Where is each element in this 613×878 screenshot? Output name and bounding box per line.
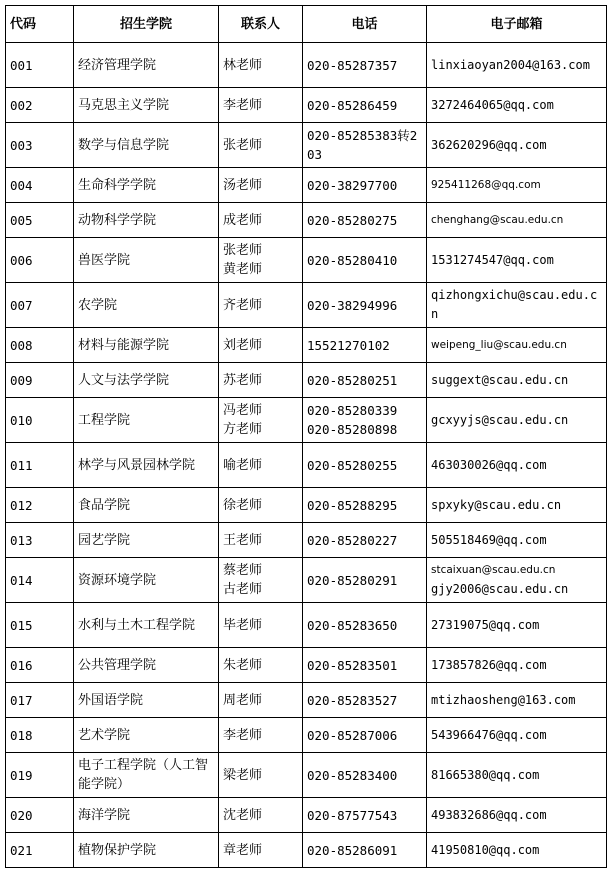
email-cell (427, 488, 607, 523)
phone-cell-line: 020-87577543 (307, 807, 398, 823)
contact-cell-line: 方老师 (223, 422, 263, 437)
phone-cell-line: 020-85283400 (307, 767, 398, 783)
contact-cell-line: 成老师 (223, 212, 263, 228)
phone-cell-line: 020-85287006 (307, 727, 398, 743)
phone-cell-line: 020-85283501 (307, 657, 398, 673)
phone-cell-line: 020-85283527 (307, 692, 398, 708)
table-row (6, 328, 607, 363)
college-cell: 工程学院 (74, 398, 219, 443)
contact-cell-line: 齐老师 (223, 297, 263, 313)
phone-cell-line: 020-85280291 (307, 572, 398, 588)
phone-cell (303, 833, 427, 868)
header-code: 代码 (6, 6, 74, 43)
code-cell: 020 (6, 798, 74, 833)
table-row (6, 43, 607, 88)
table-row (6, 558, 607, 603)
contact-cell-line: 李老师 (223, 97, 263, 113)
contact-cell-line: 章老师 (223, 842, 263, 858)
email-cell-line: mtizhaosheng@163.com (431, 692, 576, 707)
contact-cell-line: 蔡老师 (223, 563, 263, 578)
contact-cell (219, 123, 303, 168)
table-row (6, 88, 607, 123)
header-row (6, 6, 607, 43)
code-cell: 005 (6, 203, 74, 238)
table-row (6, 123, 607, 168)
table-row (6, 398, 607, 443)
phone-cell (303, 203, 427, 238)
college-cell: 经济管理学院 (74, 43, 219, 88)
email-cell-line: 41950810@qq.com (431, 842, 540, 857)
table-row (6, 603, 607, 648)
code-cell: 008 (6, 328, 74, 363)
table-row (6, 523, 607, 558)
phone-cell-line: 020-85283650 (307, 617, 398, 633)
contact-cell-line: 喻老师 (223, 457, 263, 473)
contact-cell (219, 683, 303, 718)
phone-cell (303, 283, 427, 328)
contact-cell (219, 558, 303, 603)
email-cell-line: suggext@scau.edu.cn (431, 372, 569, 387)
table-row (6, 798, 607, 833)
phone-cell-line: 020-85286459 (307, 97, 398, 113)
email-cell-line: 543966476@qq.com (431, 727, 547, 742)
email-cell (427, 718, 607, 753)
contact-cell (219, 718, 303, 753)
phone-cell (303, 88, 427, 123)
code-cell: 003 (6, 123, 74, 168)
phone-cell (303, 523, 427, 558)
email-cell-line: qizhongxichu@scau.edu.cn (431, 288, 598, 321)
college-cell: 电子工程学院（人工智能学院） (74, 753, 219, 798)
contact-cell-line: 毕老师 (223, 617, 263, 633)
college-cell: 马克思主义学院 (74, 88, 219, 123)
code-cell: 012 (6, 488, 74, 523)
college-cell: 植物保护学院 (74, 833, 219, 868)
email-cell (427, 88, 607, 123)
college-cell: 艺术学院 (74, 718, 219, 753)
college-cell: 海洋学院 (74, 798, 219, 833)
contact-cell-line: 沈老师 (223, 807, 263, 823)
table-row (6, 168, 607, 203)
email-cell-line: 1531274547@qq.com (431, 252, 554, 267)
phone-cell (303, 363, 427, 398)
phone-cell-line: 020-85286091 (307, 842, 398, 858)
header-email: 电子邮箱 (427, 6, 607, 43)
code-cell: 010 (6, 398, 74, 443)
table-body (6, 43, 607, 868)
phone-cell (303, 43, 427, 88)
email-cell (427, 603, 607, 648)
contact-cell (219, 203, 303, 238)
contact-cell-line: 冯老师 (223, 403, 263, 418)
phone-cell-line: 020-85285383转203 (307, 128, 418, 162)
phone-cell-line: 020-85280275 (307, 212, 398, 228)
code-cell: 007 (6, 283, 74, 328)
phone-cell (303, 683, 427, 718)
email-cell (427, 328, 607, 363)
phone-cell (303, 443, 427, 488)
college-cell: 资源环境学院 (74, 558, 219, 603)
contact-cell (219, 238, 303, 283)
email-cell-line: 463030026@qq.com (431, 457, 547, 472)
header-contact: 联系人 (219, 6, 303, 43)
contact-cell (219, 88, 303, 123)
phone-cell-line: 020-85280898 (307, 422, 398, 437)
contact-cell-line: 林老师 (223, 57, 263, 73)
code-cell: 009 (6, 363, 74, 398)
code-cell: 013 (6, 523, 74, 558)
code-cell: 019 (6, 753, 74, 798)
phone-cell-line: 020-85287357 (307, 57, 398, 73)
email-cell (427, 283, 607, 328)
phone-cell (303, 718, 427, 753)
college-cell: 林学与风景园林学院 (74, 443, 219, 488)
code-cell: 004 (6, 168, 74, 203)
table-row (6, 753, 607, 798)
email-cell (427, 558, 607, 603)
phone-cell-line: 020-85280255 (307, 457, 398, 473)
contact-cell (219, 648, 303, 683)
contact-cell-line: 张老师 (223, 137, 263, 153)
email-cell-line: 3272464065@qq.com (431, 97, 554, 112)
contact-cell (219, 283, 303, 328)
college-cell: 园艺学院 (74, 523, 219, 558)
college-cell: 农学院 (74, 283, 219, 328)
code-cell: 002 (6, 88, 74, 123)
contact-cell (219, 603, 303, 648)
email-cell-line: 362620296@qq.com (431, 137, 547, 152)
email-cell-line: weipeng_liu@scau.edu.cn (431, 338, 567, 351)
email-cell (427, 753, 607, 798)
contact-cell (219, 753, 303, 798)
phone-cell (303, 488, 427, 523)
email-cell-line: 505518469@qq.com (431, 532, 547, 547)
phone-cell-line: 020-85280227 (307, 532, 398, 548)
email-cell (427, 523, 607, 558)
table-row (6, 203, 607, 238)
code-cell: 014 (6, 558, 74, 603)
college-cell: 材料与能源学院 (74, 328, 219, 363)
email-cell-line: 173857826@qq.com (431, 657, 547, 672)
email-cell-line: gjy2006@scau.edu.cn (431, 582, 569, 596)
phone-cell-line: 020-85280410 (307, 252, 398, 268)
contact-cell-line: 李老师 (223, 727, 263, 743)
table-row (6, 283, 607, 328)
contact-cell (219, 523, 303, 558)
phone-cell (303, 798, 427, 833)
contact-cell-line: 苏老师 (223, 372, 263, 388)
header-phone: 电话 (303, 6, 427, 43)
email-cell (427, 43, 607, 88)
contact-cell-line: 古老师 (223, 582, 263, 597)
contact-cell (219, 328, 303, 363)
phone-cell-line: 020-38294996 (307, 297, 398, 313)
phone-cell-line: 020-85280251 (307, 372, 398, 388)
email-cell (427, 203, 607, 238)
email-cell (427, 798, 607, 833)
college-cell: 人文与法学学院 (74, 363, 219, 398)
code-cell: 016 (6, 648, 74, 683)
table-row (6, 718, 607, 753)
contact-cell-line: 梁老师 (223, 767, 263, 783)
contact-cell-line: 王老师 (223, 532, 263, 548)
contact-cell-line: 刘老师 (223, 337, 263, 353)
contact-cell (219, 43, 303, 88)
email-cell-line: 27319075@qq.com (431, 617, 540, 632)
contact-cell (219, 363, 303, 398)
code-cell: 015 (6, 603, 74, 648)
email-cell (427, 363, 607, 398)
header-college: 招生学院 (74, 6, 219, 43)
email-cell (427, 398, 607, 443)
email-cell (427, 238, 607, 283)
college-cell: 公共管理学院 (74, 648, 219, 683)
code-cell: 017 (6, 683, 74, 718)
phone-cell (303, 398, 427, 443)
phone-cell (303, 168, 427, 203)
table-row (6, 363, 607, 398)
college-cell: 兽医学院 (74, 238, 219, 283)
table-row (6, 238, 607, 283)
contact-cell (219, 833, 303, 868)
email-cell-line: chenghang@scau.edu.cn (431, 213, 564, 226)
email-cell-line: spxyky@scau.edu.cn (431, 497, 562, 512)
table-row (6, 683, 607, 718)
college-cell: 食品学院 (74, 488, 219, 523)
table-row (6, 443, 607, 488)
email-cell (427, 648, 607, 683)
email-cell-line: stcaixuan@scau.edu.cn (431, 564, 556, 576)
contact-cell-line: 周老师 (223, 692, 263, 708)
email-cell (427, 683, 607, 718)
contact-cell (219, 168, 303, 203)
college-cell: 数学与信息学院 (74, 123, 219, 168)
email-cell-line: 925411268@qq.com (431, 178, 541, 191)
email-cell-line: gcxyyjs@scau.edu.cn (431, 412, 569, 427)
email-cell (427, 168, 607, 203)
college-cell: 外国语学院 (74, 683, 219, 718)
phone-cell-line: 020-85280339 (307, 403, 398, 418)
contact-cell-line: 汤老师 (223, 177, 263, 193)
code-cell: 018 (6, 718, 74, 753)
phone-cell-line: 020-85288295 (307, 497, 398, 513)
phone-cell (303, 123, 427, 168)
email-cell (427, 123, 607, 168)
contact-cell-line: 张老师 (223, 243, 263, 258)
table-row (6, 488, 607, 523)
code-cell: 006 (6, 238, 74, 283)
phone-cell (303, 558, 427, 603)
table-row (6, 648, 607, 683)
phone-cell (303, 328, 427, 363)
phone-cell-line: 020-38297700 (307, 177, 398, 193)
contacts-table (5, 5, 607, 868)
college-cell: 生命科学学院 (74, 168, 219, 203)
phone-cell (303, 238, 427, 283)
contact-cell-line: 黄老师 (223, 262, 263, 277)
email-cell-line: 493832686@qq.com (431, 807, 547, 822)
phone-cell (303, 603, 427, 648)
phone-cell (303, 753, 427, 798)
contact-cell-line: 朱老师 (223, 657, 263, 673)
phone-cell-line: 15521270102 (307, 337, 390, 353)
email-cell (427, 833, 607, 868)
contact-cell-line: 徐老师 (223, 497, 263, 513)
code-cell: 011 (6, 443, 74, 488)
contact-cell (219, 488, 303, 523)
phone-cell (303, 648, 427, 683)
contact-cell (219, 798, 303, 833)
code-cell: 001 (6, 43, 74, 88)
college-cell: 动物科学学院 (74, 203, 219, 238)
contact-cell (219, 398, 303, 443)
code-cell: 021 (6, 833, 74, 868)
contact-cell (219, 443, 303, 488)
email-cell-line: 81665380@qq.com (431, 767, 540, 782)
college-cell: 水利与土木工程学院 (74, 603, 219, 648)
email-cell (427, 443, 607, 488)
table-row (6, 833, 607, 868)
email-cell-line: linxiaoyan2004@163.com (431, 57, 590, 72)
